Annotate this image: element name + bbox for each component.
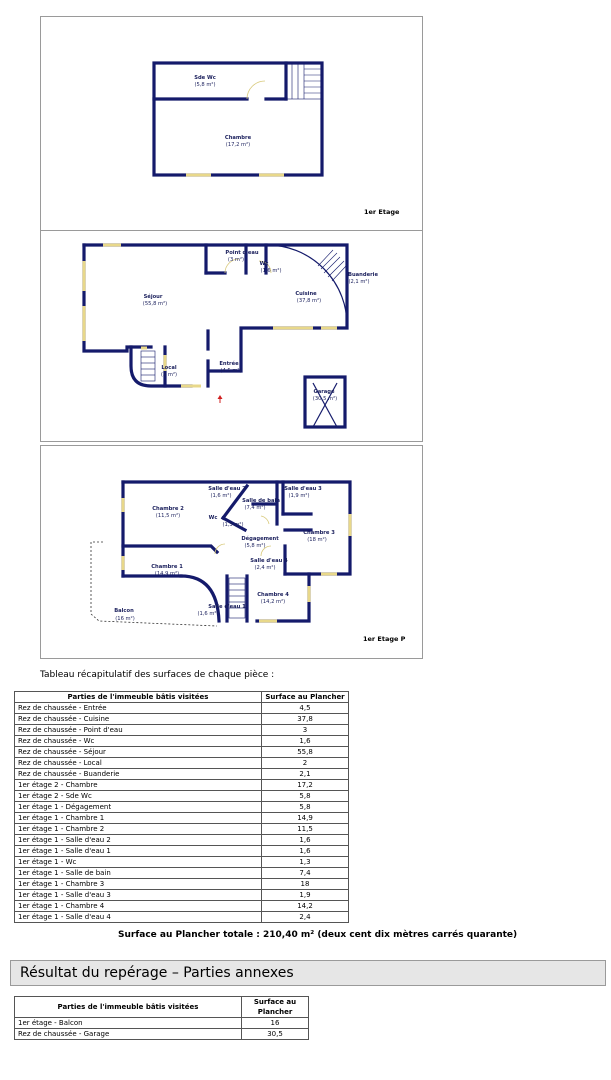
table-row (15, 769, 349, 780)
table-row (15, 879, 349, 890)
table-row (15, 846, 349, 857)
cell-surface: 30,5 (242, 1029, 309, 1040)
table-row (15, 791, 349, 802)
room-area-wc: (1,6 m²) (260, 268, 282, 274)
floor-plan-rdc-drawing (41, 231, 422, 441)
table-row (15, 747, 349, 758)
room-label-chambre-3: Chambre 3 (303, 530, 335, 536)
room-area-chambre: (17,2 m²) (225, 142, 251, 148)
cell-partie: Rez de chaussée - Entrée (15, 703, 262, 714)
cell-partie: Rez de chaussée - Séjour (15, 747, 262, 758)
cell-surface: 2,1 (262, 769, 349, 780)
room-area-chambre-2: (11,5 m²) (155, 513, 181, 519)
table-row (15, 714, 349, 725)
cell-surface: 18 (262, 879, 349, 890)
cell-partie: 1er étage 1 - Chambre 3 (15, 879, 262, 890)
cell-surface: 11,5 (262, 824, 349, 835)
cell-surface: 1,6 (262, 846, 349, 857)
cell-surface: 14,2 (262, 901, 349, 912)
cell-surface: 1,3 (262, 857, 349, 868)
room-label-salle-de-bain: Salle de bain (242, 498, 280, 504)
room-area-chambre-1: (14,9 m²) (154, 571, 180, 577)
cell-surface: 3 (262, 725, 349, 736)
room-label-chambre-1: Chambre 1 (151, 564, 183, 570)
cell-surface: 5,8 (262, 791, 349, 802)
room-label-sejour: Séjour (143, 294, 163, 300)
room-area-wc-etage: (1,3 m²) (222, 522, 244, 528)
cell-partie: 1er étage 1 - Salle d'eau 3 (15, 890, 262, 901)
room-area-balcon: (16 m²) (115, 616, 135, 622)
cell-partie: Rez de chaussée - Cuisine (15, 714, 262, 725)
room-label-point-deau: Point d'eau (225, 250, 259, 256)
cell-surface: 5,8 (262, 802, 349, 813)
room-area-degagement: (5,8 m²) (244, 543, 266, 549)
room-label-salle-deau-2: Salle d'eau 2 (208, 486, 246, 492)
cell-partie: 1er étage 1 - Salle de bain (15, 868, 262, 879)
room-area-salle-de-bain: (7,4 m²) (244, 505, 266, 511)
cell-partie: 1er étage 1 - Chambre 4 (15, 901, 262, 912)
room-area-salle-deau-2: (1,6 m²) (210, 493, 232, 499)
table-row (15, 912, 349, 923)
room-label-chambre-4: Chambre 4 (257, 592, 289, 598)
cell-partie: 1er étage 1 - Wc (15, 857, 262, 868)
table-row (15, 1018, 309, 1029)
room-area-salle-deau-4: (2,4 m²) (254, 565, 276, 571)
staircase-icon (141, 351, 155, 381)
table-row (15, 802, 349, 813)
table-row (15, 725, 349, 736)
cell-surface: 4,5 (262, 703, 349, 714)
cell-partie: 1er étage - Balcon (15, 1018, 242, 1029)
room-area-sde-wc: (5,8 m²) (194, 82, 216, 88)
cell-partie: 1er étage 1 - Salle d'eau 4 (15, 912, 262, 923)
room-area-sejour: (55,8 m²) (142, 301, 168, 307)
cell-surface: 1,6 (262, 736, 349, 747)
room-area-point-deau: (3 m²) (227, 257, 245, 263)
room-label-cuisine: Cuisine (295, 291, 317, 297)
table-row (15, 824, 349, 835)
room-area-garage: (30,5 m²) (312, 396, 338, 402)
table-row (15, 868, 349, 879)
room-label-entree: Entrée (219, 361, 239, 367)
cell-surface: 37,8 (262, 714, 349, 725)
table-row (15, 703, 349, 714)
room-label-balcon: Balcon (114, 608, 134, 614)
room-area-chambre-3: (18 m²) (307, 537, 327, 543)
staircase-icon (229, 578, 245, 618)
column-header-surface: Surface au Plancher (262, 692, 349, 703)
floor-plan-1er-etage-drawing (41, 17, 422, 231)
table-header-row (15, 997, 309, 1018)
floor-label-1er-etage-p: 1er Etage P (363, 635, 406, 643)
cell-surface: 1,6 (262, 835, 349, 846)
annex-table (14, 996, 309, 1040)
cell-surface: 14,9 (262, 813, 349, 824)
staircase-icon (318, 250, 346, 281)
column-header-surface: Surface au Plancher (242, 997, 309, 1018)
floor-plan-1er-etage (40, 16, 423, 232)
room-area-salle-deau-3: (1,9 m²) (288, 493, 310, 499)
room-label-degagement: Dégagement (241, 536, 279, 542)
cell-partie: 1er étage 2 - Chambre (15, 780, 262, 791)
room-label-garage: Garage (313, 389, 335, 395)
table-row (15, 857, 349, 868)
table-row (15, 780, 349, 791)
cell-surface: 17,2 (262, 780, 349, 791)
table-row (15, 758, 349, 769)
table-row (15, 1029, 309, 1040)
room-label-local: Local (161, 365, 177, 371)
cell-surface: 55,8 (262, 747, 349, 758)
table-row (15, 835, 349, 846)
room-label-chambre-2: Chambre 2 (152, 506, 184, 512)
section-header-annexes: Résultat du repérage – Parties annexes (10, 960, 606, 986)
room-label-wc-etage: Wc (208, 515, 218, 521)
floor-plan-1er-etage-p-drawing (41, 446, 422, 658)
room-label-buanderie: Buanderie (348, 272, 378, 278)
floor-label-1er-etage: 1er Etage (364, 208, 400, 216)
floor-plan-rez-de-chaussee (40, 230, 423, 442)
room-area-buanderie: (2,1 m²) (348, 279, 370, 285)
cell-surface: 2,4 (262, 912, 349, 923)
room-label-salle-deau-3: Salle d'eau 3 (284, 486, 322, 492)
total-surface: Surface au Plancher totale : 210,40 m² (deux cent dix mètres carrés quarante) (118, 930, 518, 940)
table-row (15, 890, 349, 901)
entrance-arrowhead-icon (218, 395, 223, 399)
room-area-entree: (4,5 m²) (220, 368, 242, 374)
cell-partie: 1er étage 1 - Dégagement (15, 802, 262, 813)
floor-plan-1er-etage-p (40, 445, 423, 659)
cell-partie: 1er étage 2 - Sde Wc (15, 791, 262, 802)
cell-partie: Rez de chaussée - Local (15, 758, 262, 769)
surface-summary-table (14, 691, 349, 923)
summary-intro: Tableau récapitulatif des surfaces de chaque pièce : (40, 670, 275, 680)
cell-partie: 1er étage 1 - Salle d'eau 2 (15, 835, 262, 846)
table-row (15, 901, 349, 912)
room-area-chambre-4: (14,2 m²) (260, 599, 286, 605)
column-header-parties: Parties de l'immeuble bâtis visitées (15, 997, 242, 1018)
staircase-icon (286, 63, 322, 99)
column-header-parties: Parties de l'immeuble bâtis visitées (15, 692, 262, 703)
room-area-cuisine: (37,8 m²) (296, 298, 322, 304)
room-label-salle-deau-4: Salle d'eau 4 (250, 558, 288, 564)
room-label-salle-deau-1: Salle d'eau 1 (208, 604, 246, 610)
room-area-salle-deau-1: (1,6 m²) (197, 611, 219, 617)
room-label-wc: Wc (259, 261, 269, 267)
table-header-row (15, 692, 349, 703)
cell-partie: 1er étage 1 - Chambre 1 (15, 813, 262, 824)
cell-surface: 16 (242, 1018, 309, 1029)
room-label-chambre: Chambre (224, 135, 252, 141)
cell-partie: Rez de chaussée - Buanderie (15, 769, 262, 780)
cell-partie: 1er étage 1 - Salle d'eau 1 (15, 846, 262, 857)
cell-surface: 1,9 (262, 890, 349, 901)
table-row (15, 736, 349, 747)
cell-partie: Rez de chaussée - Point d'eau (15, 725, 262, 736)
cell-surface: 2 (262, 758, 349, 769)
cell-partie: Rez de chaussée - Garage (15, 1029, 242, 1040)
table-row (15, 813, 349, 824)
room-label-sde-wc: Sde Wc (194, 75, 216, 81)
room-area-local: (2 m²) (160, 372, 178, 378)
cell-partie: 1er étage 1 - Chambre 2 (15, 824, 262, 835)
cell-surface: 7,4 (262, 868, 349, 879)
cell-partie: Rez de chaussée - Wc (15, 736, 262, 747)
